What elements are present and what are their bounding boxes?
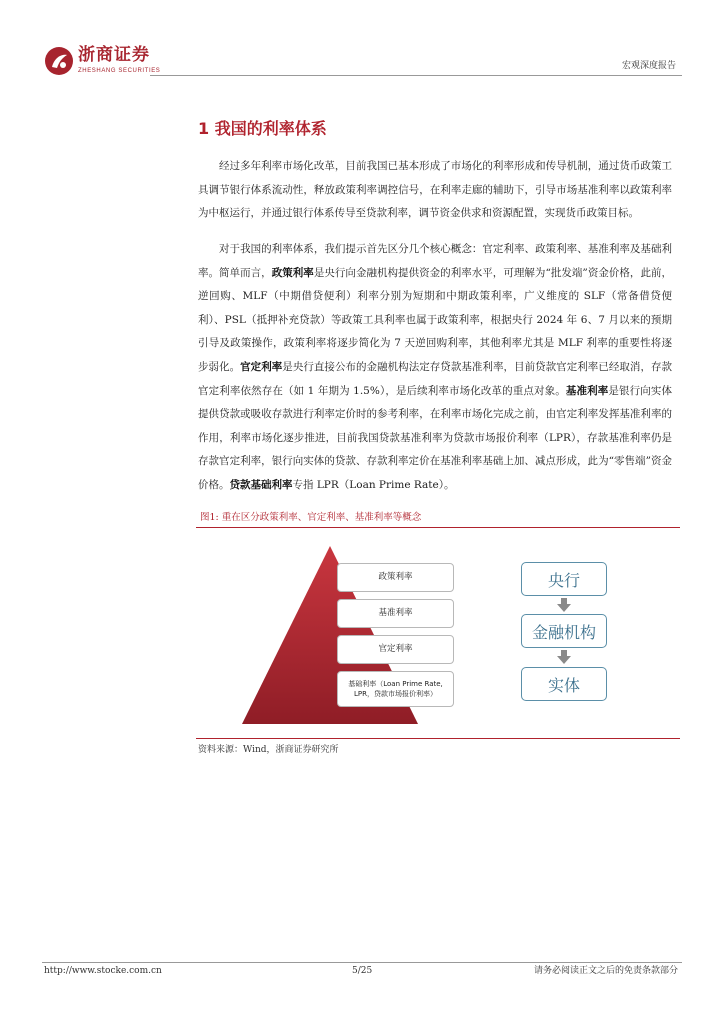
- brand-name-en: ZHESHANG SECURITIES: [78, 68, 161, 74]
- pyramid-base-line-2: LPR，贷款市场报价利率）: [354, 690, 437, 698]
- paragraph-2-text: 是银行向实体提供贷款或吸收存款进行利率定价时的参考利率，在利率市场化完成之前，由官定利率发挥基准利率的作用，利率市场化逐步推进，目前我国贷款基准利率为贷款市场报价利率（LPR），存款基准利率仍是存款官定利率，银行向实体的贷款、存款利率定价在基准利率基础上加、减点形成，此为“零售端”资金价格。: [198, 384, 673, 491]
- section-title: 1 我国的利率体系: [198, 119, 327, 138]
- paragraph-2-text: 对于我国的利率体系，我们提示首先区分几个核心概念：官定利率、政策利率、基准利率及基础利率。简单而言，: [198, 243, 672, 279]
- flow-box-central-bank: 央行: [521, 562, 607, 596]
- paragraph-2: [198, 238, 672, 498]
- pyramid-base-line-1: 基础利率（Loan Prime Rate,: [348, 680, 443, 688]
- flow-box-financial-institution: 金融机构: [521, 614, 607, 648]
- paragraph-2-text: 专指 LPR（Loan Prime Rate）。: [292, 478, 455, 491]
- pyramid-tier-official-rate: 官定利率: [337, 635, 454, 664]
- report-type: 宏观深度报告: [621, 61, 676, 71]
- brand-name: 浙商证券: [78, 45, 150, 65]
- figure-source: 资料来源：Wind，浙商证券研究所: [198, 745, 339, 755]
- footer-url-link[interactable]: http://www.stocke.com.cn: [44, 966, 162, 976]
- footer-disclaimer: 请务必阅读正文之后的免责条款部分: [533, 966, 678, 976]
- pyramid-tier-policy-rate: 政策利率: [337, 563, 454, 592]
- pyramid-tier-benchmark-rate: 基准利率: [337, 599, 454, 628]
- term-policy-rate: 政策利率: [271, 266, 314, 279]
- figure-bottom-rule: [196, 738, 680, 739]
- flow-box-real-economy: 实体: [521, 667, 607, 701]
- paragraph-2-text: 是央行直接公布的金融机构法定存贷款基准利率，目前贷款官定利率已经取消，存款官定利率依然存在（如 1 年期为 1.5%），是后续利率市场化改革的重点对象。: [198, 360, 673, 397]
- arrow-down-icon: [557, 650, 571, 664]
- arrow-down-icon: [557, 598, 571, 612]
- page-number: 5/25: [352, 966, 373, 976]
- term-official-rate: 官定利率: [240, 360, 283, 373]
- term-loan-prime-rate: 贷款基础利率: [229, 478, 293, 491]
- paragraph-2-text: 是央行向金融机构提供资金的利率水平，可理解为“批发端”资金价格，此前，逆回购、MLF（中期借贷便利）利率分别为短期和中期政策利率，广义维度的 SLF（常备借贷便利）、PSL（抵押补充贷款）等政策工具利率也属于政策利率，根据央行 2024 年 6、7 月以来的预期引导及政策操作，政策利率将逐步简化为 7 天逆回购利率，其他利率尤其是 MLF 利率的重要性将逐步弱化。: [198, 266, 673, 373]
- header-divider: [150, 75, 682, 76]
- term-benchmark-rate: 基准利率: [565, 384, 609, 397]
- pyramid-tier-base-rate: [337, 671, 454, 707]
- figure-caption: 图1: 重在区分政策利率、官定利率、基准利率等概念: [200, 512, 422, 523]
- paragraph-1: 经过多年利率市场化改革，目前我国已基本形成了市场化的利率形成和传导机制，通过货币政策工具调节银行体系流动性，释放政策利率调控信号，在利率走廊的辅助下，引导市场基准利率以政策利率为中枢运行，并通过银行体系传导至贷款利率，调节资金供求和资源配置，实现货币政策目标。: [198, 160, 672, 220]
- footer-divider: [42, 962, 682, 963]
- figure-top-rule: [196, 527, 680, 528]
- zheshang-logo-icon: [44, 46, 74, 76]
